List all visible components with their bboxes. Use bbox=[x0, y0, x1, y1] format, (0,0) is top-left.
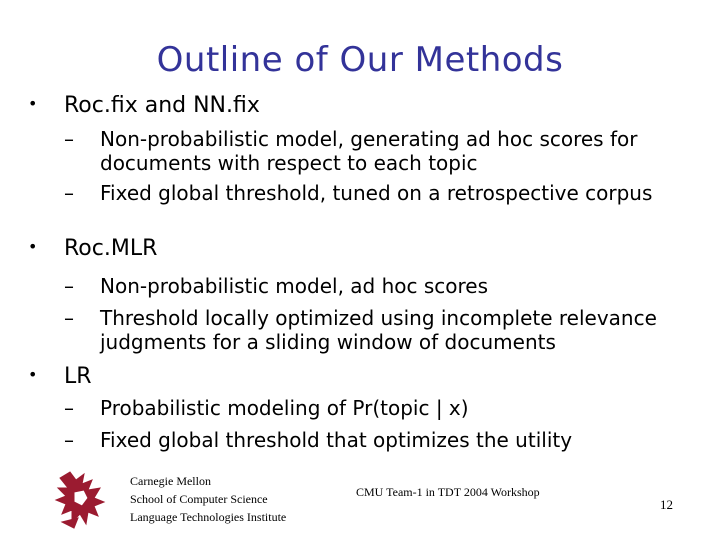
bullet-item bbox=[28, 91, 260, 119]
bullet-dot-icon: • bbox=[28, 94, 38, 113]
institution-line: Language Technologies Institute bbox=[130, 510, 287, 524]
dragon-logo-icon bbox=[54, 468, 110, 530]
institution-line: School of Computer Science bbox=[130, 492, 268, 506]
slide-title: Outline of Our Methods bbox=[156, 40, 564, 80]
bullet-item bbox=[28, 234, 157, 262]
sub-item-text: Fixed global threshold that optimizes the utility bbox=[100, 428, 573, 452]
dash-icon: – bbox=[64, 127, 74, 151]
sub-item bbox=[64, 428, 714, 452]
institution-name bbox=[130, 472, 286, 526]
sub-item-text: Fixed global threshold, tuned on a retrospective corpus bbox=[100, 181, 653, 205]
dash-icon: – bbox=[64, 306, 74, 330]
sub-item bbox=[64, 396, 714, 420]
sub-item bbox=[64, 181, 714, 205]
sub-item-text: Threshold locally optimized using incomplete relevance judgments for a sliding window of documents bbox=[100, 306, 657, 354]
sub-item bbox=[64, 274, 714, 298]
page-number: 12 bbox=[660, 497, 673, 512]
bullet-label: Roc.fix and NN.fix bbox=[64, 93, 260, 118]
bullet-label: LR bbox=[64, 364, 92, 389]
bullet-label: Roc.MLR bbox=[64, 236, 158, 261]
dash-icon: – bbox=[64, 428, 74, 452]
bullet-dot-icon: • bbox=[28, 237, 38, 256]
sub-item-text: Probabilistic modeling of Pr(topic | x) bbox=[100, 396, 469, 420]
dash-icon: – bbox=[64, 396, 74, 420]
sub-item-text: Non-probabilistic model, ad hoc scores bbox=[100, 274, 489, 298]
bullet-dot-icon: • bbox=[28, 365, 38, 384]
dash-icon: – bbox=[64, 274, 74, 298]
dash-icon: – bbox=[64, 181, 74, 205]
event-name: CMU Team-1 in TDT 2004 Workshop bbox=[356, 485, 540, 499]
bullet-item bbox=[28, 362, 92, 390]
sub-item bbox=[64, 306, 714, 354]
sub-item bbox=[64, 127, 714, 175]
institution-line: Carnegie Mellon bbox=[130, 474, 211, 488]
sub-item-text: Non-probabilistic model, generating ad hoc scores for documents with respect to each topic bbox=[100, 127, 638, 175]
